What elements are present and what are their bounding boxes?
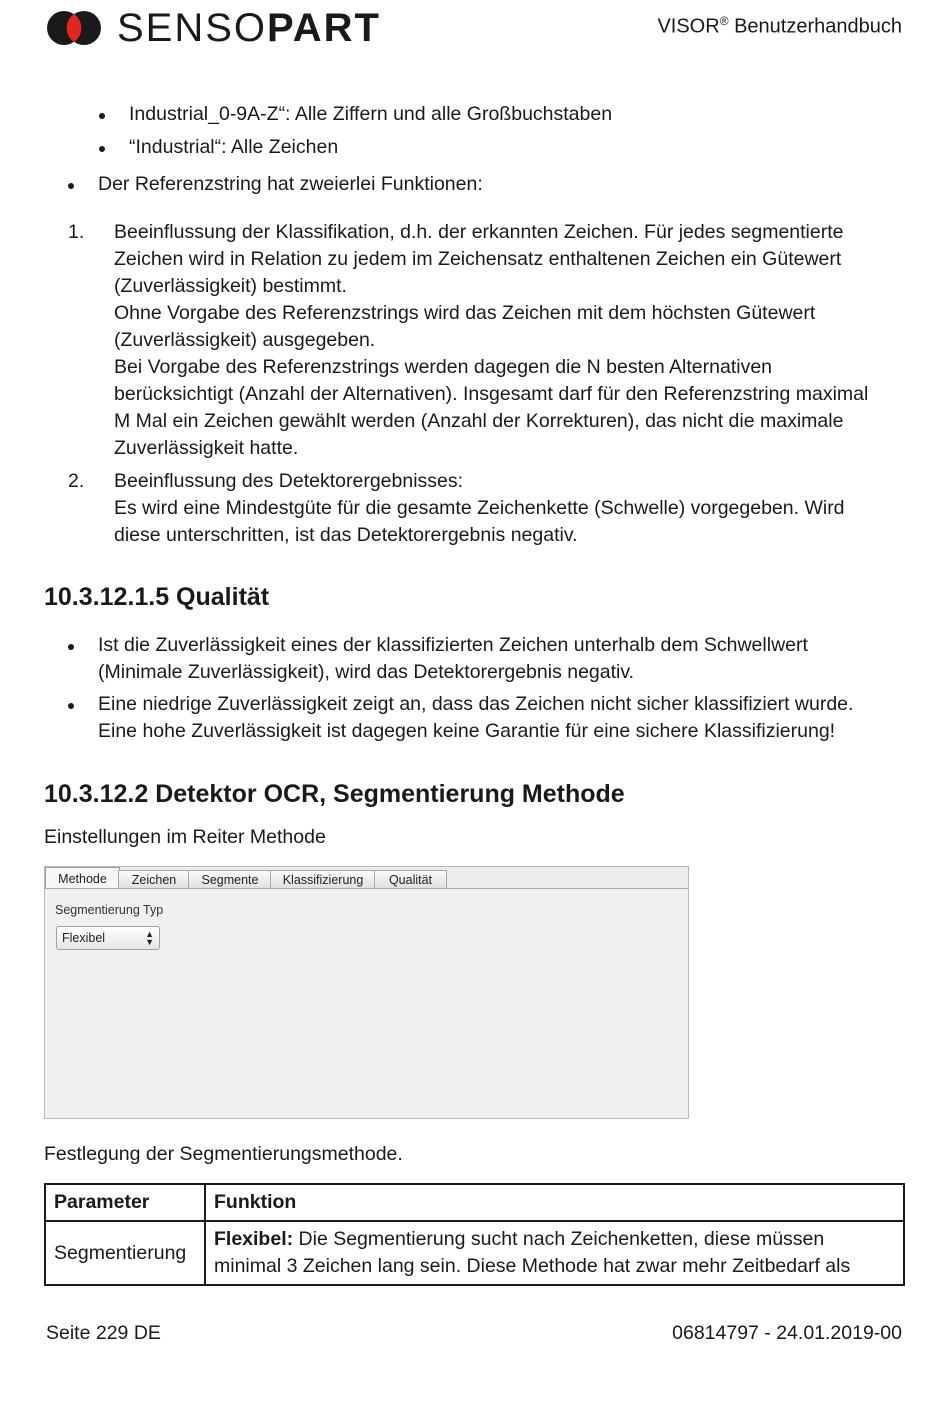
tab-segmente[interactable]: Segmente [188,870,272,889]
manual-title: VISOR® Benutzerhandbuch [657,14,902,38]
sub-bullet-2: “Industrial“: Alle Zeichen [129,134,338,161]
footer-document-id: 06814797 - 24.01.2019-00 [672,1322,902,1344]
tab-klassifizierung[interactable]: Klassifizierung [270,870,376,889]
list-item-line: Zuverlässigkeit hatte. [114,437,299,459]
bullet-line: Ist die Zuverlässigkeit eines der klassifizierten Zeichen unterhalb dem Schwellwert [98,634,808,656]
list-item-line: Es wird eine Mindestgüte für die gesamte Zeichenkette (Schwelle) vorgegeben. Wird [114,497,845,519]
heading-detektor-ocr: 10.3.12.2 Detektor OCR, Segmentierung Methode [44,780,625,808]
quality-bullet-1 [98,632,808,686]
header-parameter: Parameter [45,1184,205,1221]
ocr-intro-text: Einstellungen im Reiter Methode [44,826,326,848]
table-row [45,1221,904,1285]
list-item-1 [114,219,868,462]
list-item-line: Zeichen wird in Relation zu jedem im Zeichensatz enthaltenen Zeichen ein Gütewert [114,248,842,270]
segmentierung-typ-label: Segmentierung Typ [55,903,164,917]
bullet-line: (Minimale Zuverlässigkeit), wird das Detektorergebnis negativ. [98,661,635,683]
list-item-2 [114,468,845,549]
list-item-line: Beeinflussung der Klassifikation, d.h. der erkannten Zeichen. Für jedes segmentierte [114,221,844,243]
list-item-line: (Zuverlässigkeit) ausgegeben. [114,329,376,351]
cell-parameter: Segmentierung [45,1221,205,1285]
logo-wordmark: SENSOPART [117,6,381,50]
list-item-line: Beeinflussung des Detektorergebnisses: [114,470,464,492]
bullet-line: Eine niedrige Zuverlässigkeit zeigt an, dass das Zeichen nicht sicher klassifiziert wurde. [98,693,854,715]
list-item-line: diese unterschritten, ist das Detektorergebnis negativ. [114,524,578,546]
footer-page-number: Seite 229 DE [46,1322,161,1344]
sub-bullet-1: Industrial_0-9A-Z“: Alle Ziffern und alle Großbuchstaben [129,101,612,128]
list-item-line: (Zuverlässigkeit) bestimmt. [114,275,347,297]
tab-zeichen[interactable]: Zeichen [118,870,190,889]
table-header-row [45,1184,904,1221]
logo-circles-icon [45,8,103,48]
tab-bar [45,867,688,889]
function-text-1: Die Segmentierung sucht nach Zeichenketten, diese müssen [293,1228,825,1250]
tab-panel-methode [45,888,688,1118]
cell-funktion [205,1221,904,1285]
function-text-2: minimal 3 Zeichen lang sein. Diese Methode hat zwar mehr Zeitbedarf als [214,1255,851,1277]
list-item-line: berücksichtigt (Anzahl der Alternativen). Insgesamt darf für den Referenzstring maximal [114,383,869,405]
sensopart-logo [45,8,381,48]
heading-qualitaet: 10.3.12.1.5 Qualität [44,583,270,611]
bullet-line: Eine hohe Zuverlässigkeit ist dagegen keine Garantie für eine sichere Klassifizierung! [98,720,836,742]
list-item-line: Ohne Vorgabe des Referenzstrings wird das Zeichen mit dem höchsten Gütewert [114,302,816,324]
parameter-table [44,1183,905,1286]
list-item-line: Bei Vorgabe des Referenzstrings werden dagegen die N besten Alternativen [114,356,773,378]
function-term: Flexibel: [214,1228,294,1250]
list-item-line: M Mal ein Zeichen gewählt werden (Anzahl der Korrekturen), das nicht die maximale [114,410,844,432]
segmentierung-typ-select[interactable] [56,926,160,950]
tab-qualitaet[interactable]: Qualität [374,870,447,889]
segmentation-method-caption: Festlegung der Segmentierungsmethode. [44,1143,403,1165]
header-funktion: Funktion [205,1184,904,1221]
list-number-2: 2. [68,470,85,492]
list-number-1: 1. [68,221,85,243]
select-value: Flexibel [62,931,106,945]
bullet-referenzstring: Der Referenzstring hat zweierlei Funktionen: [98,171,483,198]
up-down-arrows-icon: ▲ ▼ [145,929,154,947]
tab-methode[interactable]: Methode [45,867,120,890]
methode-settings-panel [44,866,689,1119]
quality-bullet-2 [98,691,853,745]
